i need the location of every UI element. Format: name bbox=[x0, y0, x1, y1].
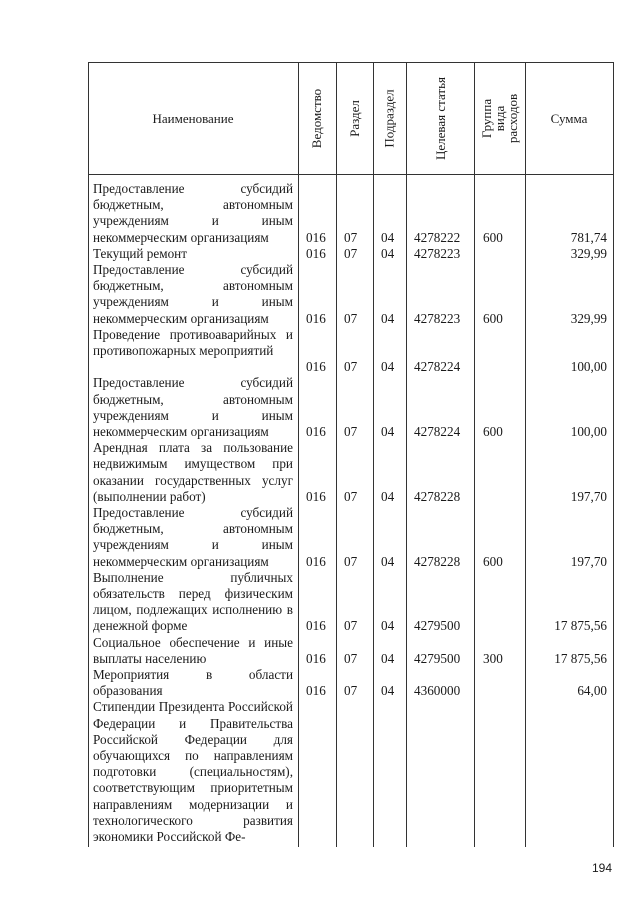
cell-department: 016 bbox=[306, 553, 326, 569]
cell-target-article: 4278224 bbox=[414, 424, 461, 439]
header-section: Раздел bbox=[347, 100, 362, 137]
cell-section: 07 bbox=[344, 424, 358, 439]
cell-department: 016 bbox=[306, 650, 326, 666]
header-department: Ведомство bbox=[309, 88, 325, 149]
cell-department: 016 bbox=[306, 683, 326, 699]
cell-target-article: 4278224 bbox=[414, 359, 461, 375]
budget-table bbox=[88, 62, 614, 847]
cell-expense-group: 600 bbox=[483, 424, 503, 439]
cell-name: Выполнение публичных обязательств перед физическим лицом, подлежащих исполнению в денежной форме bbox=[93, 569, 293, 634]
cell-section: 07 bbox=[344, 245, 358, 261]
cell-target-article: 4278223 bbox=[414, 310, 461, 326]
cell-subsection: 04 bbox=[381, 683, 395, 699]
cell-expense-group: 600 bbox=[483, 310, 503, 326]
cell-section: 07 bbox=[344, 618, 358, 634]
cell-name: Предоставление субсидий бюджетным, автономным учреждениям и иным некоммерческим организациям bbox=[93, 181, 293, 245]
cell-department: 016 bbox=[306, 618, 326, 634]
cell-name: Проведение противоаварийных и противопожарных мероприятий bbox=[93, 326, 293, 358]
cell-amount: 781,74 bbox=[570, 229, 607, 245]
cell-expense-group: 600 bbox=[483, 229, 503, 245]
cell-expense-group: 300 bbox=[483, 650, 503, 666]
cell-section: 07 bbox=[344, 488, 358, 504]
header-expense-group: Группа вида расходов bbox=[479, 93, 520, 144]
cell-amount: 197,70 bbox=[570, 553, 607, 569]
cell-subsection: 04 bbox=[381, 229, 395, 245]
cell-amount: 329,99 bbox=[570, 310, 607, 326]
cell-target-article: 4360000 bbox=[414, 683, 461, 699]
cell-section: 07 bbox=[344, 359, 358, 375]
cell-department: 016 bbox=[306, 424, 326, 439]
cell-subsection: 04 bbox=[381, 553, 395, 569]
cell-subsection: 04 bbox=[381, 488, 395, 504]
cell-name: Предоставление субсидий бюджетным, автономным учреждениям и иным некоммерческим организациям bbox=[93, 505, 293, 569]
cell-name: Предоставление субсидий бюджетным, автономным учреждениям и иным некоммерческим организациям bbox=[93, 375, 293, 439]
header-name: Наименование bbox=[152, 110, 234, 126]
cell-name: Арендная плата за пользование недвижимым имуществом при оказании государственных услуг (выполнении работ) bbox=[93, 440, 293, 504]
cell-expense-group: 600 bbox=[483, 553, 503, 569]
table-header bbox=[88, 62, 614, 175]
cell-target-article: 4278223 bbox=[414, 245, 461, 261]
cell-target-article: 4278228 bbox=[414, 488, 461, 504]
cell-section: 07 bbox=[344, 683, 358, 699]
cell-name: Стипендии Президента Российской Федерации и Правительства Российской Федерации для обучающихся по направлениям подготовки (специальностям), соответствующим приоритетным направлениям модернизации и технологического развития экономики Российской Фе- bbox=[93, 699, 293, 845]
header-subsection: Подраздел bbox=[382, 89, 398, 148]
cell-amount: 17 875,56 bbox=[554, 618, 607, 634]
header-amount: Сумма bbox=[550, 110, 588, 126]
cell-name: Мероприятия в области образования bbox=[93, 667, 293, 699]
cell-subsection: 04 bbox=[381, 650, 395, 666]
cell-subsection: 04 bbox=[381, 245, 395, 261]
cell-name: Социальное обеспечение и иные выплаты населению bbox=[93, 634, 293, 666]
cell-department: 016 bbox=[306, 488, 326, 504]
cell-subsection: 04 bbox=[381, 359, 395, 375]
cell-department: 016 bbox=[306, 245, 326, 261]
cell-subsection: 04 bbox=[381, 310, 395, 326]
cell-amount: 64,00 bbox=[577, 683, 607, 699]
cell-department: 016 bbox=[306, 310, 326, 326]
header-target-article: Целевая статья bbox=[432, 76, 448, 161]
cell-target-article: 4279500 bbox=[414, 650, 461, 666]
cell-target-article: 4278222 bbox=[414, 229, 461, 245]
cell-subsection: 04 bbox=[381, 424, 395, 439]
cell-department: 016 bbox=[306, 229, 326, 245]
cell-amount: 17 875,56 bbox=[554, 650, 607, 666]
cell-section: 07 bbox=[344, 553, 358, 569]
cell-section: 07 bbox=[344, 229, 358, 245]
cell-target-article: 4278228 bbox=[414, 553, 461, 569]
cell-amount: 100,00 bbox=[570, 424, 607, 439]
cell-subsection: 04 bbox=[381, 618, 395, 634]
cell-target-article: 4279500 bbox=[414, 618, 461, 634]
cell-name: Текущий ремонт bbox=[93, 245, 187, 261]
table-body bbox=[88, 173, 614, 847]
cell-amount: 197,70 bbox=[570, 488, 607, 504]
cell-name: Предоставление субсидий бюджетным, автономным учреждениям и иным некоммерческим организациям bbox=[93, 262, 293, 326]
cell-amount: 100,00 bbox=[570, 359, 607, 375]
page-number: 194 bbox=[592, 861, 613, 875]
cell-section: 07 bbox=[344, 310, 358, 326]
cell-department: 016 bbox=[306, 359, 326, 375]
cell-amount: 329,99 bbox=[570, 245, 607, 261]
cell-section: 07 bbox=[344, 650, 358, 666]
